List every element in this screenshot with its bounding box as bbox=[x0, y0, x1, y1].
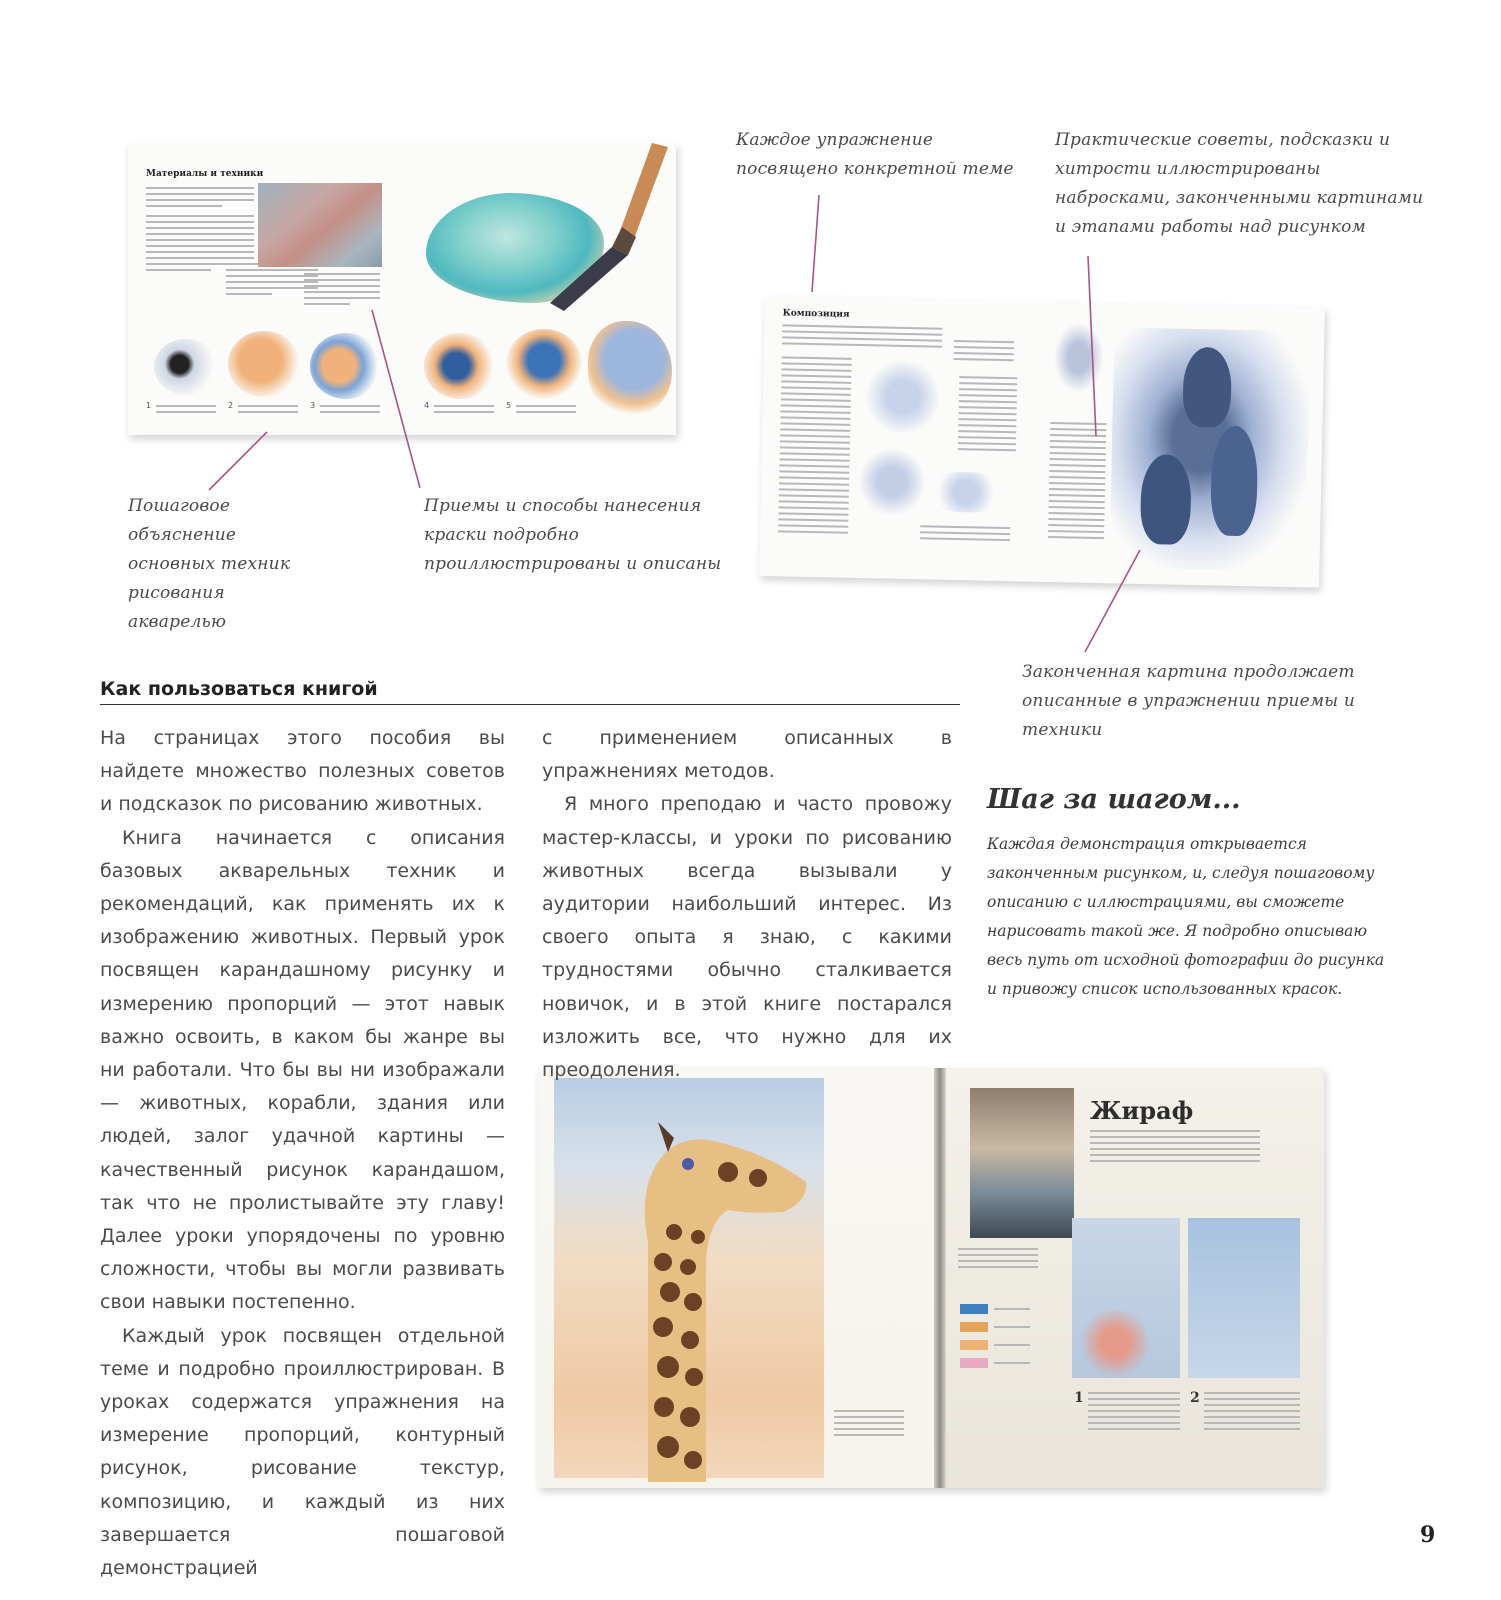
body-paragraph: Каждый урок посвящен отдельной теме и подробно проиллюстрирован. В уроках содержатся упражнения на измерение пропорций, контурный рисунок, рисование текстур, композицию, и каждый из них завершается пошаговой демонстрацией bbox=[100, 1324, 505, 1580]
page-number: 9 bbox=[1420, 1522, 1436, 1548]
spread-text-block bbox=[782, 324, 942, 351]
step-swatch bbox=[424, 333, 496, 399]
annotation-finished-picture: Законченная картина продолжает описанные в упражнении приемы и техники bbox=[1022, 662, 1356, 740]
annotation-exercise-topic: Каждое упражнение посвящено конкретной теме bbox=[736, 130, 1014, 179]
step-by-step-text: Каждая демонстрация открывается законченным рисунком, и, следуя пошаговому описанию с иллюстрациями, вы сможете нарисовать такой же. Я подробно описываю весь путь от исходной фотографии до рисунка и привожу список использованных красок. bbox=[987, 835, 1385, 998]
step-swatch bbox=[228, 331, 300, 397]
step-number: 1 bbox=[1074, 1390, 1084, 1406]
step-caption bbox=[238, 405, 298, 417]
tree-sketch bbox=[1053, 322, 1104, 393]
penguin-shape bbox=[1182, 347, 1232, 428]
step-caption bbox=[1088, 1392, 1180, 1434]
giraffe-figure bbox=[578, 1092, 818, 1482]
spread-text-block bbox=[1090, 1130, 1260, 1166]
annotation-practical-tips: Практические советы, подсказки и хитрости иллюстрированы набросками, законченными картинами и этапами работы над рисунком bbox=[1055, 130, 1424, 237]
step-by-step-title: Шаг за шагом... bbox=[987, 784, 1241, 815]
section-divider bbox=[100, 704, 960, 705]
penguin-sketch bbox=[931, 472, 1002, 513]
step-swatch bbox=[588, 321, 672, 417]
giraffe-photo bbox=[970, 1088, 1074, 1238]
penguin-sketch bbox=[862, 360, 943, 434]
penguin-shape bbox=[1140, 454, 1192, 545]
color-swatch bbox=[960, 1304, 988, 1314]
swatch-labels bbox=[994, 1308, 1030, 1368]
color-swatch bbox=[960, 1358, 988, 1368]
spread-heading: Материалы и техники bbox=[146, 169, 264, 179]
body-column-2 bbox=[542, 722, 952, 1087]
paint-brush-icon bbox=[528, 143, 676, 313]
spread-text-block bbox=[1048, 422, 1107, 543]
body-column-1 bbox=[100, 722, 505, 1585]
step-caption bbox=[516, 405, 576, 417]
step-caption bbox=[320, 405, 380, 417]
step-image-1 bbox=[1072, 1218, 1180, 1378]
book-gutter bbox=[934, 1068, 946, 1488]
step-swatch bbox=[154, 339, 218, 395]
step-caption bbox=[1204, 1392, 1300, 1434]
step-number: 5 bbox=[506, 401, 512, 410]
body-paragraph: Я много преподаю и часто провожу мастер-классы, и уроки по рисованию животных всегда вызывали у аудитории наибольший интерес. Из своего опыта я знаю, с какими трудностями обычно сталкивается новичок, и в этой книге постарался изложить все, что нужно для их преодоления. bbox=[542, 793, 952, 1082]
spread-text-block bbox=[146, 187, 254, 275]
spread-text-block bbox=[954, 340, 1014, 365]
body-paragraph: Книга начинается с описания базовых акварельных техник и рекомендаций, как применять их к изображению животных. Первый урок посвящен карандашному рисунку и измерению пропорций — этот навык важно освоить, в каком бы жанре вы ни работали. Что бы вы ни изображали — животных, корабли, здания или людей, залог удачной картины — качественный рисунок карандашом, так что не пролистывайте эту главу! Далее уроки упорядочены по уровню сложности, чтобы вы могли развивать свои навыки постепенно. bbox=[100, 826, 505, 1314]
annotation-stepwise-explanation: Пошаговое объяснение основных техник рисования акварелью bbox=[128, 496, 291, 632]
step-swatch bbox=[310, 333, 382, 399]
section-title: Как пользоваться книгой bbox=[100, 678, 378, 700]
color-swatch bbox=[960, 1340, 988, 1350]
book-spread-techniques bbox=[128, 143, 676, 435]
brush-photo bbox=[258, 183, 382, 267]
body-paragraph: На страницах этого пособия вы найдете множество полезных советов и подсказок по рисованию животных. bbox=[100, 727, 505, 816]
penguin-shape bbox=[1210, 425, 1258, 536]
spread-text-block bbox=[958, 376, 1018, 455]
spread-text-block bbox=[920, 525, 1010, 545]
color-swatch bbox=[960, 1322, 988, 1332]
step-caption bbox=[156, 405, 216, 417]
book-spread-composition bbox=[759, 296, 1325, 588]
step-swatch bbox=[506, 329, 582, 399]
step-number: 4 bbox=[424, 401, 430, 410]
step-number: 3 bbox=[310, 401, 316, 410]
spread-text-block bbox=[958, 1248, 1038, 1272]
annotation-techniques: Приемы и способы нанесения краски подробно проиллюстрированы и описаны bbox=[424, 496, 722, 574]
spread-heading: Жираф bbox=[1090, 1096, 1194, 1125]
step-number: 2 bbox=[1190, 1390, 1200, 1406]
step-image-2 bbox=[1188, 1218, 1300, 1378]
step-number: 2 bbox=[228, 401, 234, 410]
step-number: 1 bbox=[146, 401, 152, 410]
step-caption bbox=[434, 405, 494, 417]
body-paragraph: с применением описанных в упражнениях методов. bbox=[542, 727, 952, 783]
book-spread-giraffe bbox=[538, 1068, 1324, 1488]
spread-text-block bbox=[304, 273, 380, 309]
penguin-sketch bbox=[856, 448, 927, 515]
painting-caption bbox=[834, 1410, 904, 1440]
spread-text-block bbox=[778, 356, 852, 537]
spread-heading: Композиция bbox=[782, 308, 850, 320]
